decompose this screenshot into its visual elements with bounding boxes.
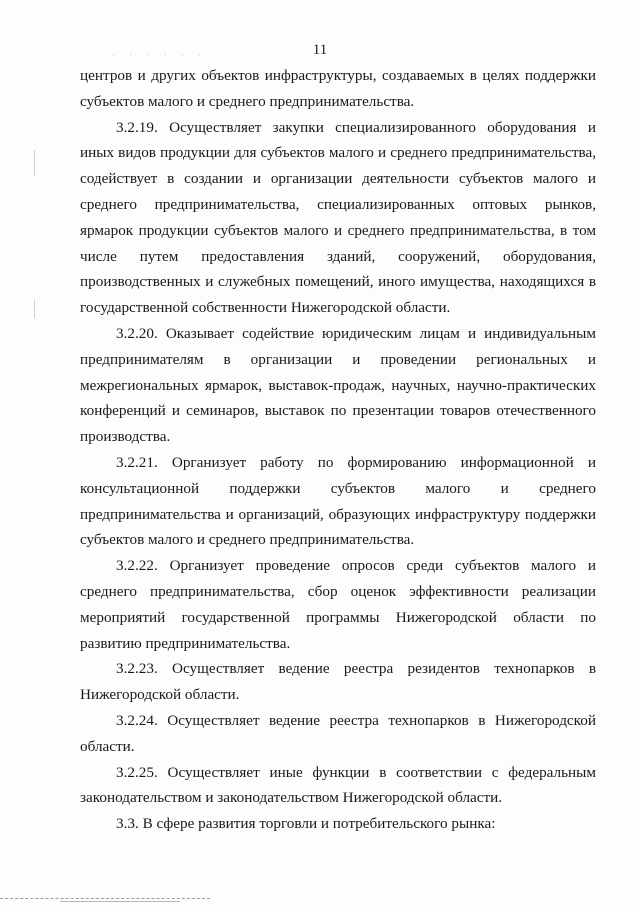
- scan-speckle: · · · · · ·: [112, 50, 208, 60]
- scan-bottom-edge-line: [60, 901, 180, 902]
- page-number: 11: [312, 42, 328, 58]
- paragraph-3-2-24: 3.2.24. Осуществляет ведение реестра технопарков в Нижегородской области.: [80, 711, 596, 755]
- paragraph-3-2-20: 3.2.20. Оказывает содействие юридическим лицам и индивидуальным предпринимателям в организации и проведении региональных и межрегиональных ярмарок, выставок-продаж, научных, научно-практических конференций и семинаров, выставок по презентации товаров отечественного производства.: [80, 324, 596, 446]
- paragraph-3-3: 3.3. В сфере развития торговли и потребительского рынка:: [116, 815, 496, 833]
- document-body: [80, 63, 596, 837]
- paragraph-3-2-25: 3.2.25. Осуществляет иные функции в соответствии с федеральным законодательством и законодательством Нижегородской области.: [80, 763, 596, 807]
- scan-margin-mark: [34, 150, 35, 176]
- paragraph-3-2-21: 3.2.21. Организует работу по формированию информационной и консультационной поддержки субъектов малого и среднего предпринимательства и организаций, образующих инфраструктуру поддержки субъектов малого и среднего предпринимательства.: [80, 453, 596, 549]
- paragraph-3-2-19: 3.2.19. Осуществляет закупки специализированного оборудования и иных видов продукции для субъектов малого и среднего предпринимательства, содействует в создании и организации деятельности субъектов малого и среднего предпринимательства, специализированных оптовых рынков, ярмарок продукции субъектов малого и среднего предпринимательства, в том числе путем предоставления зданий, сооружений, оборудования, производственных и служебных помещений, иного имущества, находящихся в государственной собственности Нижегородской области.: [80, 118, 596, 317]
- paragraph-3-2-23: 3.2.23. Осуществляет ведение реестра резидентов технопарков в Нижегородской области.: [80, 660, 596, 704]
- paragraph-3-2-22: 3.2.22. Организует проведение опросов среди субъектов малого и среднего предпринимательства, сбор оценок эффективности реализации мероприятий государственной программы Нижегородской области по развитию предпринимательства.: [80, 557, 596, 652]
- scan-bottom-edge: [0, 898, 210, 899]
- paragraph-continuation: центров и других объектов инфраструктуры, создаваемых в целях поддержки субъектов малого и среднего предпринимательства.: [80, 67, 596, 110]
- scan-margin-mark: [34, 300, 35, 318]
